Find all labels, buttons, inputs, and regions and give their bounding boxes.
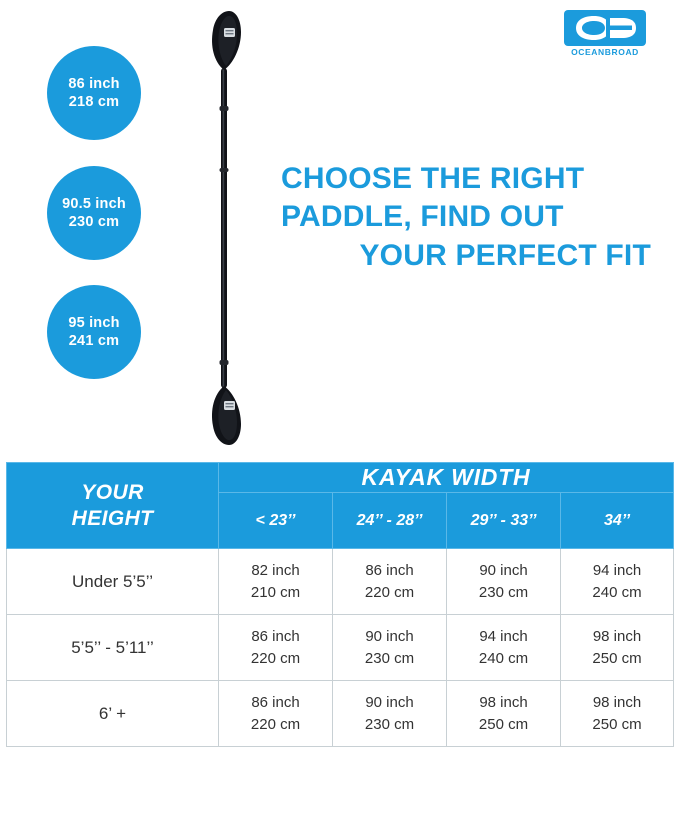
table-cell [333,615,447,681]
cell-inch: 98 inch [592,693,642,711]
row-label-height: Under 5’5’’ [7,549,219,615]
row-label-height: 5’5’’ - 5’11’’ [7,615,219,681]
cell-inch: 82 inch [251,561,300,579]
table-row [7,615,674,681]
row-label-height: 6’ + [7,681,219,747]
table-cell [219,615,333,681]
brand-logo [555,10,655,62]
cell-inch: 90 inch [365,693,414,711]
width-column-header: < 23’’ [219,493,333,549]
brand-name: OCEANBROAD [571,47,639,57]
table-row [7,681,674,747]
cell-cm: 250 cm [592,715,642,733]
table-cell [447,681,561,747]
table-cell [333,549,447,615]
cell-inch: 86 inch [251,693,300,711]
bubble-cm: 218 cm [68,94,120,110]
paddle-size-table [6,462,673,747]
table-cell [447,549,561,615]
table-cell [561,615,674,681]
row-header-your-height [7,463,219,549]
your-height-line-1: YOUR [81,481,144,505]
cell-cm: 230 cm [364,715,415,733]
oceanbroad-logo-icon [564,10,646,46]
col-group-header-kayak-width: KAYAK WIDTH [219,463,674,493]
cell-cm: 220 cm [364,583,415,601]
cell-inch: 86 inch [365,561,414,579]
headline-line-2: PADDLE, FIND OUT [281,200,564,234]
width-column-header: 29’’ - 33’’ [447,493,561,549]
bubble-inch: 95 inch [68,314,120,331]
headline-line-3: YOUR PERFECT FIT [359,238,651,272]
cell-inch: 98 inch [479,693,528,711]
table-cell [219,549,333,615]
cell-cm: 220 cm [250,649,301,667]
table-cell [447,615,561,681]
cell-cm: 230 cm [478,583,529,601]
your-height-line-2: HEIGHT [71,506,154,530]
kayak-paddle-icon [196,8,260,448]
width-column-header: 34’’ [561,493,674,549]
length-bubble [47,166,141,260]
length-bubble [47,46,141,140]
cell-inch: 86 inch [251,627,300,645]
bubble-inch: 86 inch [68,75,120,92]
table-row [7,549,674,615]
table-cell [333,681,447,747]
cell-inch: 90 inch [479,561,528,579]
cell-inch: 94 inch [592,561,642,579]
length-bubble [47,285,141,379]
bubble-cm: 241 cm [68,333,120,349]
table-header-row [7,463,674,493]
cell-cm: 220 cm [250,715,301,733]
bubble-inch: 90.5 inch [62,195,126,212]
cell-inch: 98 inch [592,627,642,645]
cell-inch: 94 inch [479,627,528,645]
cell-cm: 240 cm [478,649,529,667]
cell-inch: 90 inch [365,627,414,645]
page-title [281,160,671,275]
width-column-header: 24’’ - 28’’ [333,493,447,549]
cell-cm: 240 cm [592,583,642,601]
cell-cm: 210 cm [250,583,301,601]
headline-line-1: CHOOSE THE RIGHT [281,162,585,195]
cell-cm: 250 cm [592,649,642,667]
cell-cm: 250 cm [478,715,529,733]
table-cell [561,681,674,747]
table-cell [561,549,674,615]
bubble-cm: 230 cm [68,214,120,230]
cell-cm: 230 cm [364,649,415,667]
table-cell [219,681,333,747]
